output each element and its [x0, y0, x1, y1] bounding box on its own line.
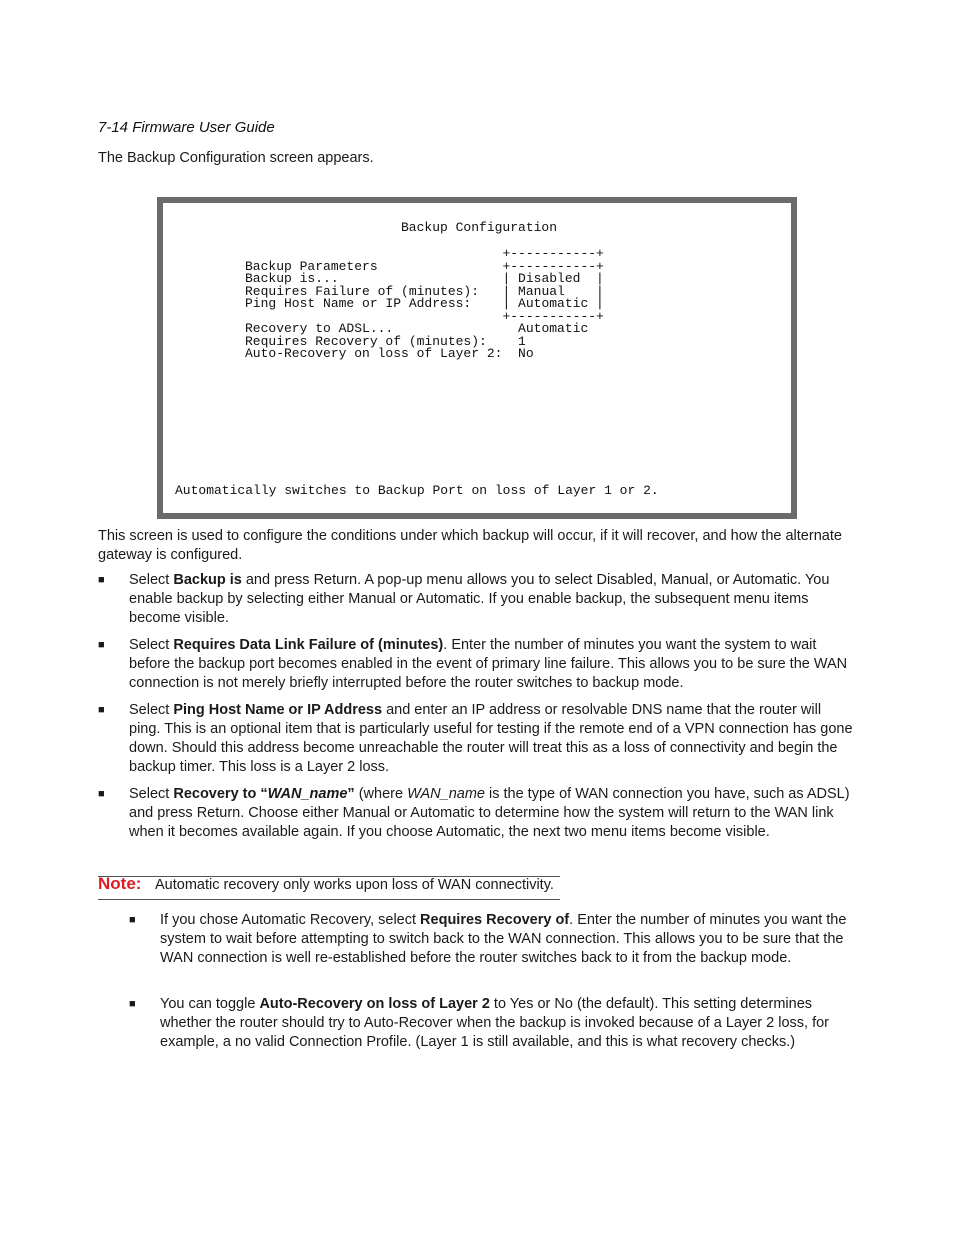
page-header: 7-14 Firmware User Guide: [98, 119, 275, 136]
screen-title: Backup Configuration: [401, 220, 558, 235]
bullet-icon: ■: [98, 574, 105, 586]
description-paragraph: This screen is used to configure the conditions under which backup will occur, if it will recover, and how the alternate gateway is configured.: [98, 528, 842, 563]
note-rule-bottom: [98, 899, 560, 900]
bullet-icon: ■: [98, 639, 105, 651]
screen-menu: +-----------+ Backup Parameters +-----------+ Backup is... | Disabled | Requires Failure of (minutes): | Manual | Ping Host Name or IP Address: | Automatic | +-----------+ Recovery to ADSL... Automatic Requires Recovery of (minutes): 1 Auto-Recovery on loss of Layer 2: No: [245, 246, 604, 361]
bullet-icon: ■: [129, 914, 136, 926]
bullet-icon: ■: [98, 704, 105, 716]
screen-status-line: Automatically switches to Backup Port on loss of Layer 1 or 2.: [175, 483, 659, 498]
terminal-screenshot: [157, 197, 797, 519]
note-label: Note:: [98, 874, 142, 893]
intro-text: The Backup Configuration screen appears.: [98, 150, 374, 166]
bullet-icon: ■: [129, 998, 136, 1010]
note-text: Automatic recovery only works upon loss of WAN connectivity.: [155, 877, 554, 893]
bullet-icon: ■: [98, 788, 105, 800]
